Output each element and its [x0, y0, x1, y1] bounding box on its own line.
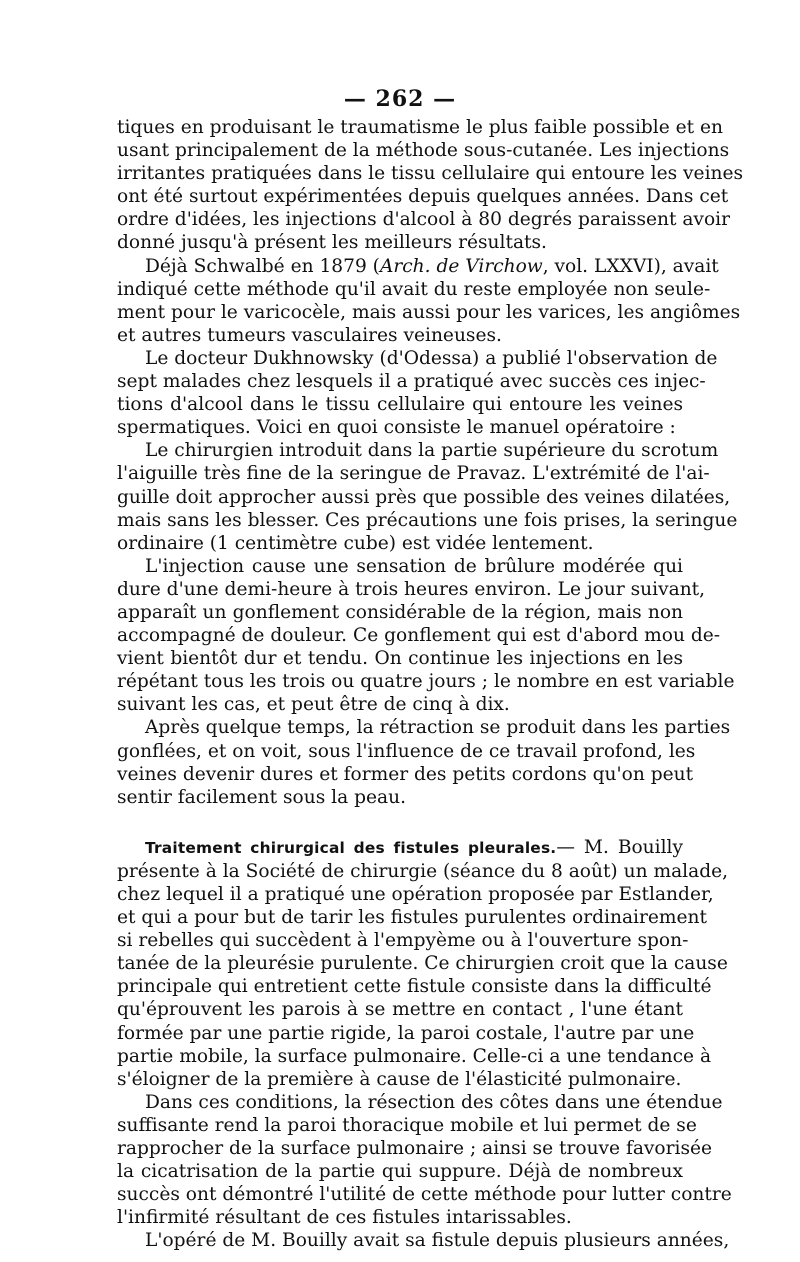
page-number: — 262 —	[343, 86, 457, 112]
text-line: L'opéré de M. Bouilly avait sa fistule depuis plusieurs années,	[145, 1230, 730, 1252]
text-line: sept malades chez lesquels il a pratiqué avec succès ces injec-	[117, 371, 706, 393]
text-line: répétant tous les trois ou quatre jours ; le nombre en est variable	[117, 671, 735, 693]
text-line: s'éloigner de la première à cause de l'élasticité pulmonaire.	[117, 1068, 682, 1090]
text-line	[117, 836, 683, 860]
text-line: usant principalement de la méthode sous-cutanée. Les injections	[117, 140, 730, 162]
paragraph-5	[117, 555, 735, 717]
text-line: Après quelque temps, la rétraction se produit dans les parties	[145, 717, 731, 739]
text-line: Dans ces conditions, la résection des côtes dans une étendue	[145, 1091, 723, 1113]
paragraph-6	[117, 716, 731, 808]
text-line: Le chirurgien introduit dans la partie supérieure du scrotum	[145, 440, 719, 462]
text-line: la cicatrisation de la partie qui suppure. Déjà de nombreux	[117, 1161, 683, 1183]
text-line: chez lequel il a pratiqué une opération proposée par Estlander,	[117, 884, 714, 905]
text-fragment: , vol. LXXVI), avait	[542, 255, 719, 277]
paragraph-3	[117, 347, 718, 439]
text-line: tanée de la pleurésie purulente. Ce chirurgien croit que la cause	[117, 953, 728, 975]
text-line: apparaît un gonflement considérable de la région, mais non	[117, 601, 683, 623]
text-line: succès ont démontré l'utilité de cette méthode pour lutter contre	[117, 1184, 732, 1206]
text-line: présente à la Société de chirurgie (séance du 8 août) un malade,	[117, 860, 729, 882]
section-heading: Traitement chirurgical des fistules pleurales.	[145, 838, 557, 857]
journal-title: Arch. de Virchow	[379, 255, 543, 277]
text-line: l'infirmité résultant de ces fistules intarissables.	[117, 1207, 572, 1229]
text-line: guille doit approcher aussi près que possible des veines dilatées,	[117, 486, 731, 508]
text-line: tiques en produisant le traumatisme le plus faible possible et en	[117, 117, 724, 138]
text-line: et autres tumeurs vasculaires veineuses.	[117, 324, 502, 346]
text-line: vient bientôt dur et tendu. On continue les injections en les	[117, 648, 683, 670]
section-paragraph-1	[117, 836, 729, 1091]
paragraph-4	[117, 439, 738, 554]
text-line: ment pour le varicocèle, mais aussi pour les varices, les angiômes	[117, 301, 741, 323]
text-line: formée par une partie rigide, la paroi costale, l'autre par une	[117, 1022, 695, 1044]
text-line: sentir facilement sous la peau.	[117, 786, 406, 808]
text-line: gonflées, et on voit, sous l'influence de ce travail profond, les	[117, 740, 696, 762]
text-line: tions d'alcool dans le tissu cellulaire qui entoure les veines	[117, 394, 683, 416]
text-line: qu'éprouvent les parois à se mettre en contact , l'une étant	[117, 999, 683, 1021]
text-line: principale qui entretient cette fistule consiste dans la difficulté	[117, 976, 712, 998]
text-fragment: Déjà Schwalbé en 1879 (	[145, 255, 380, 277]
paragraph-2	[117, 255, 741, 347]
text-line: suivant les cas, et peut être de cinq à dix.	[117, 694, 510, 716]
text-line: L'injection cause une sensation de brûlure modérée qui	[145, 555, 683, 577]
text-line: dure d'une demi-heure à trois heures environ. Le jour suivant,	[117, 578, 706, 600]
text-line: indiqué cette méthode qu'il avait du reste employée non seule-	[117, 278, 711, 300]
text-line: partie mobile, la surface pulmonaire. Celle-ci a une tendance à	[117, 1045, 712, 1067]
text-line: Le docteur Dukhnowsky (d'Odessa) a publié l'observation de	[145, 347, 718, 369]
section-spacer	[117, 809, 683, 836]
text-line: et qui a pour but de tarir les fistules purulentes ordinairement	[117, 907, 707, 929]
text-line: ordinaire (1 centimètre cube) est vidée lentement.	[117, 532, 594, 554]
section-paragraph-3	[117, 1229, 730, 1252]
text-line: donné jusqu'à présent les meilleurs résultats.	[117, 232, 547, 254]
document-page	[117, 86, 744, 1253]
text-line: si rebelles qui succèdent à l'empyème ou à l'ouverture spon-	[117, 930, 689, 952]
text-fragment: — M. Bouilly	[556, 836, 683, 858]
section-paragraph-2	[117, 1091, 732, 1230]
text-line: l'aiguille très fine de la seringue de Pravaz. L'extrémité de l'ai-	[117, 463, 710, 485]
text-line: veines devenir dures et former des petits cordons qu'on peut	[117, 763, 694, 785]
text-line	[117, 255, 719, 278]
text-line: suffisante rend la paroi thoracique mobile et lui permet de se	[117, 1114, 697, 1136]
paragraph-1	[117, 116, 744, 255]
text-line: mais sans les blesser. Ces précautions une fois prises, la seringue	[117, 509, 738, 531]
text-line: ordre d'idées, les injections d'alcool à 80 degrés paraissent avoir	[117, 209, 730, 231]
text-line: accompagné de douleur. Ce gonflement qui est d'abord mou de-	[117, 625, 721, 647]
text-line: rapprocher de la surface pulmonaire ; ainsi se trouve favorisée	[117, 1138, 713, 1160]
text-line: irritantes pratiquées dans le tissu cellulaire qui entoure les veines	[117, 163, 744, 185]
text-line: spermatiques. Voici en quoi consiste le manuel opératoire :	[117, 417, 676, 439]
text-line: ont été surtout expérimentées depuis quelques années. Dans cet	[117, 186, 729, 208]
